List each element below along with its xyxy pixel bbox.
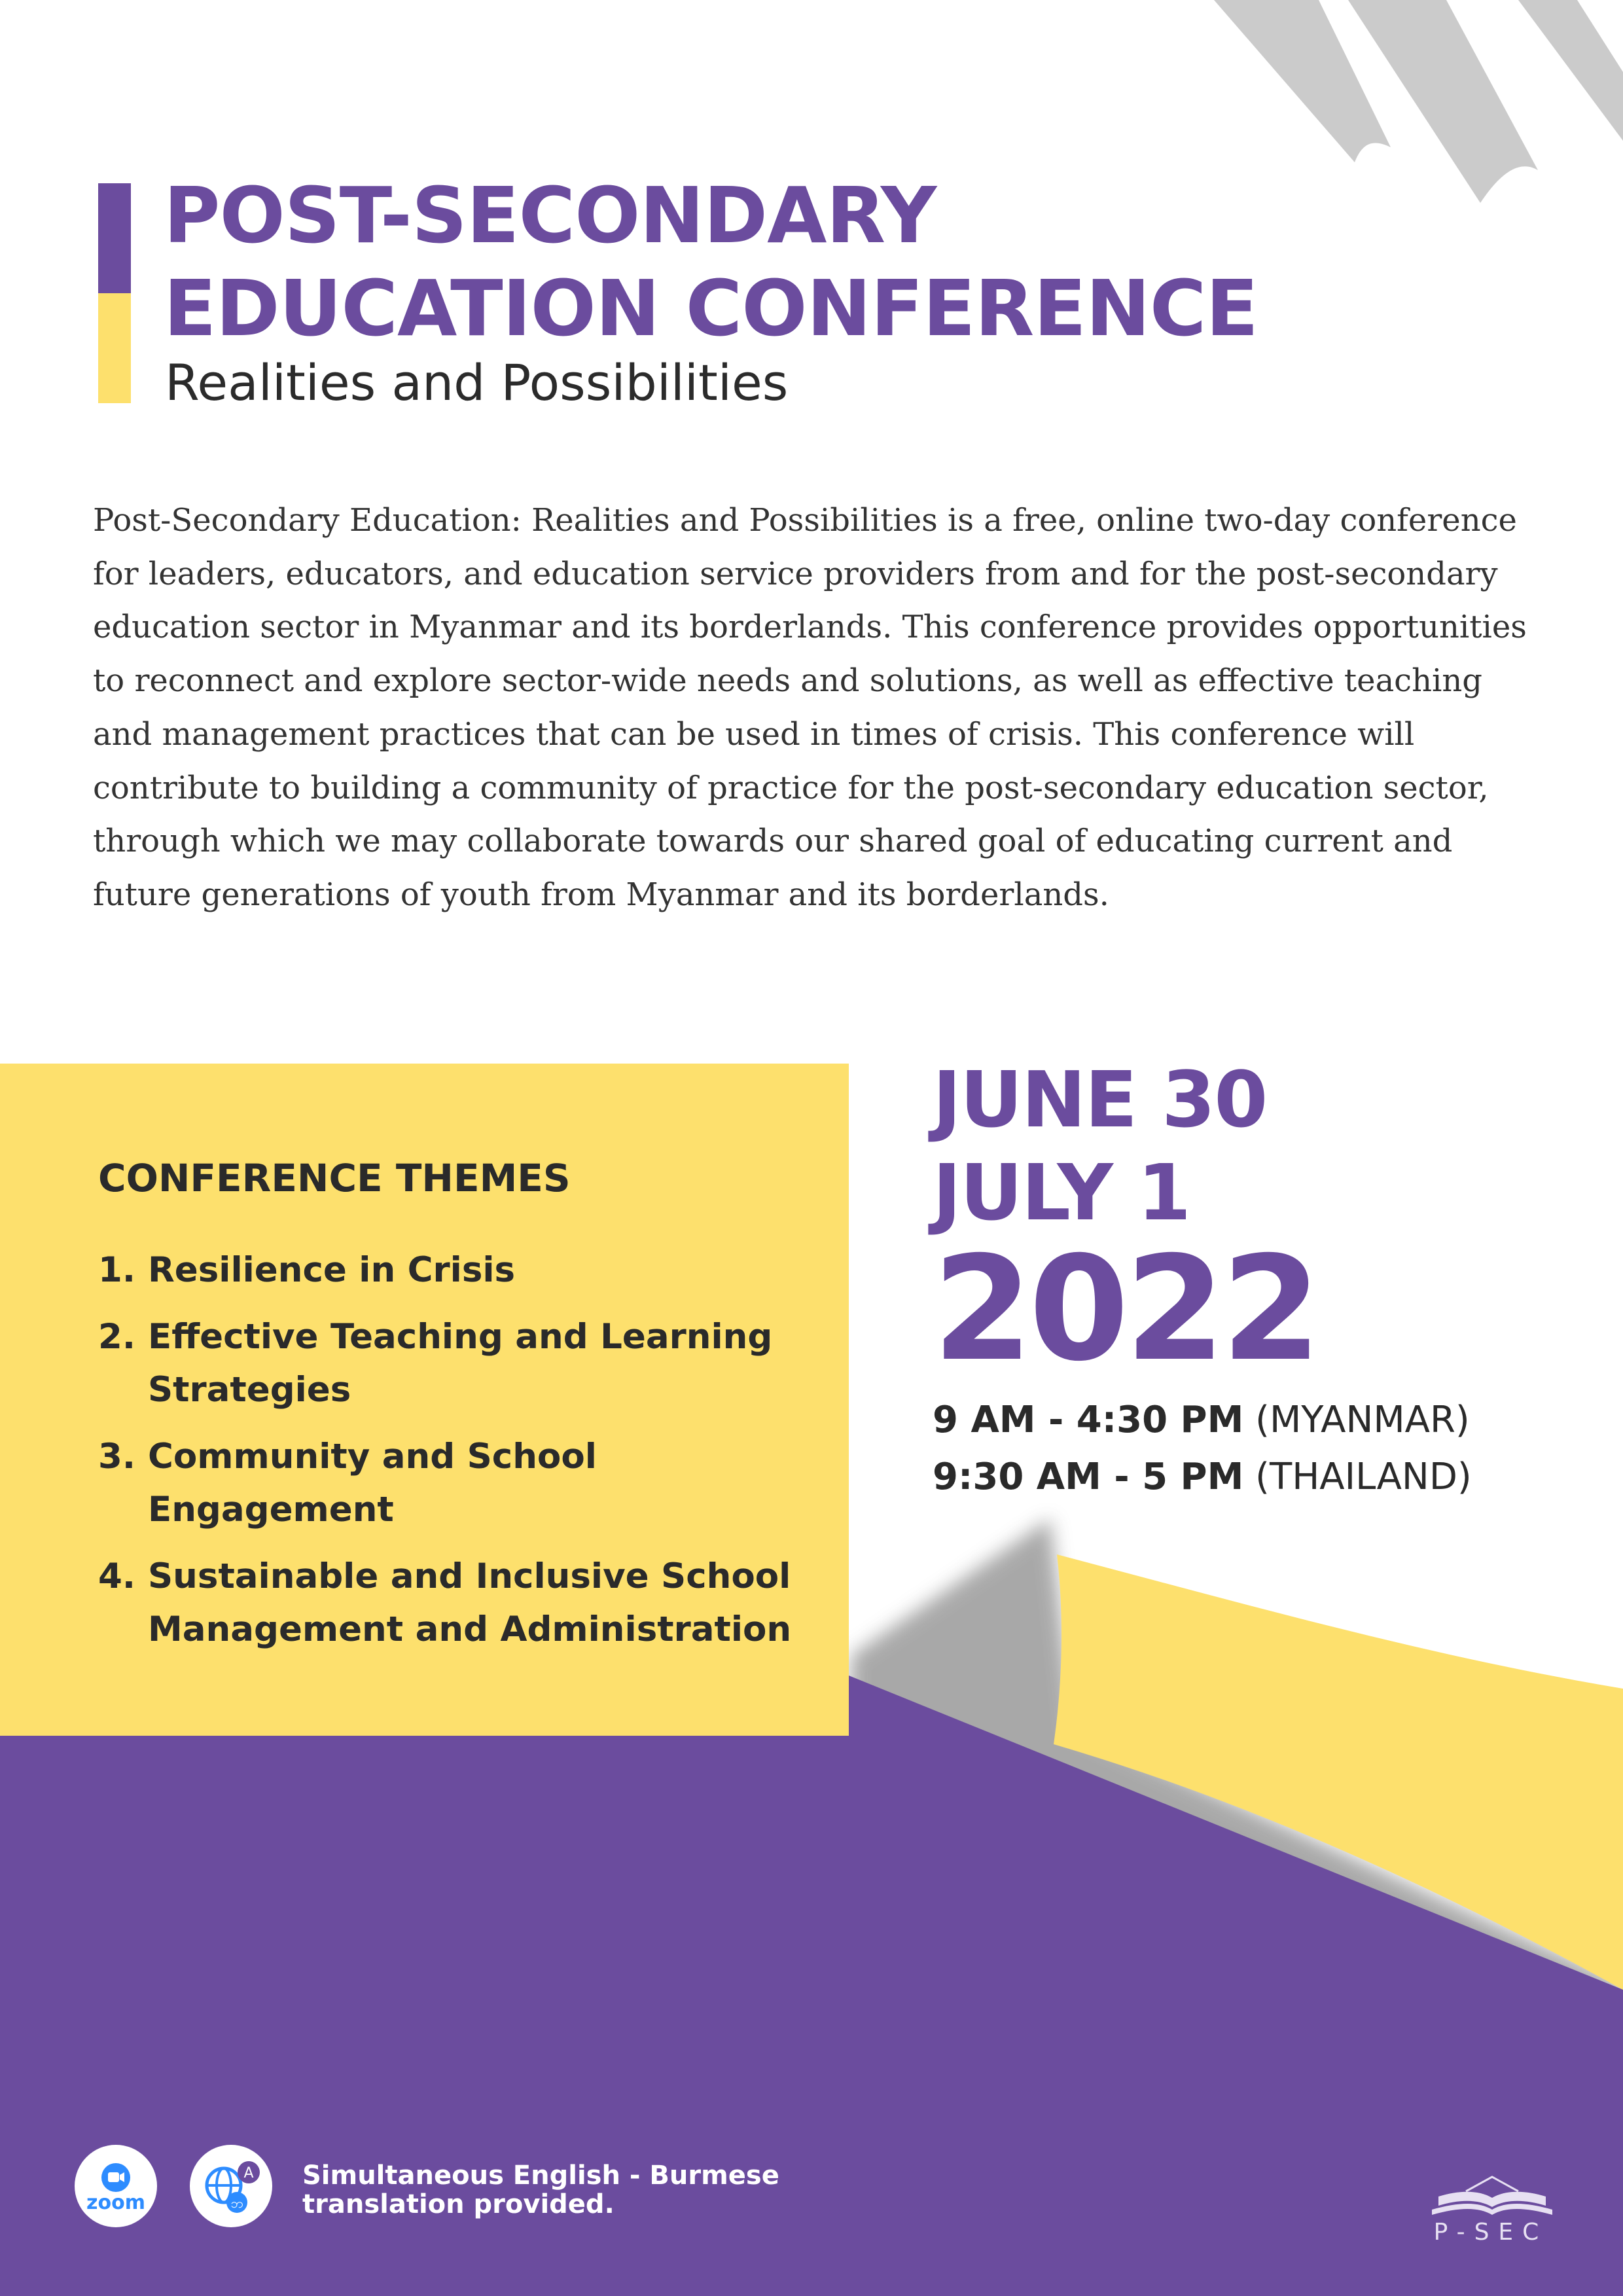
time-thailand bbox=[933, 1454, 1472, 1500]
themes-list bbox=[98, 1244, 831, 1670]
translation-icon bbox=[190, 2145, 272, 2227]
theme-item bbox=[98, 1550, 831, 1656]
theme-label: Community and School Engagement bbox=[148, 1437, 597, 1530]
title-line-2: EDUCATION CONFERENCE bbox=[164, 263, 1258, 353]
translate-letter: A bbox=[243, 2165, 254, 2181]
translate-script: ဘ bbox=[230, 2195, 243, 2211]
page-title bbox=[164, 169, 1258, 355]
zoom-icon bbox=[75, 2145, 157, 2227]
theme-item bbox=[98, 1310, 831, 1416]
time-range: 9 AM - 4:30 PM bbox=[933, 1399, 1244, 1441]
theme-item bbox=[98, 1244, 831, 1297]
title-accent-bar-yellow bbox=[98, 293, 131, 403]
grey-ribbon-3 bbox=[1518, 0, 1623, 141]
theme-label: Sustainable and Inclusive School Management and Administration bbox=[148, 1556, 792, 1649]
page-subtitle: Realities and Possibilities bbox=[165, 353, 789, 412]
translation-note-line-2: translation provided. bbox=[302, 2189, 615, 2219]
theme-label: Effective Teaching and Learning Strategies bbox=[148, 1317, 773, 1410]
theme-number: 1. bbox=[98, 1250, 136, 1290]
logo-text: P-SEC bbox=[1433, 2219, 1548, 2246]
date-line-1: JUNE 30 bbox=[933, 1054, 1267, 1145]
theme-label: Resilience in Crisis bbox=[148, 1250, 516, 1290]
zoom-label: zoom bbox=[86, 2191, 145, 2214]
translation-note bbox=[302, 2161, 779, 2219]
time-zone: (MYANMAR) bbox=[1255, 1399, 1470, 1441]
theme-number: 4. bbox=[98, 1556, 136, 1596]
themes-heading: CONFERENCE THEMES bbox=[98, 1156, 571, 1200]
date-line-2: JULY 1 bbox=[933, 1147, 1190, 1238]
intro-paragraph: Post-Secondary Education: Realities and Possibilities is a free, online two-day conference for leaders, educators, and education service providers from and for the post-secondary education sector in Myanmar and its borderlands. This conference provides opportunities to reconnect and explore sector-wide needs and solutions, as well as effective teaching and management practices that can be used in times of crisis. This conference will contribute to building a community of practice for the post-secondary education sector, through which we may collaborate towards our shared goal of educating current and future generations of youth from Myanmar and its borderlands. bbox=[93, 502, 1527, 913]
theme-item bbox=[98, 1430, 831, 1536]
theme-number: 3. bbox=[98, 1437, 136, 1477]
time-myanmar bbox=[933, 1397, 1470, 1443]
grey-ribbon-2 bbox=[1348, 0, 1538, 203]
date-year: 2022 bbox=[933, 1225, 1318, 1393]
title-line-1: POST-SECONDARY bbox=[164, 170, 936, 260]
title-accent-bar-purple bbox=[98, 183, 131, 293]
time-zone: (THAILAND) bbox=[1255, 1456, 1472, 1498]
theme-number: 2. bbox=[98, 1317, 136, 1357]
translation-note-line-1: Simultaneous English - Burmese bbox=[302, 2161, 779, 2191]
time-range: 9:30 AM - 5 PM bbox=[933, 1456, 1244, 1498]
